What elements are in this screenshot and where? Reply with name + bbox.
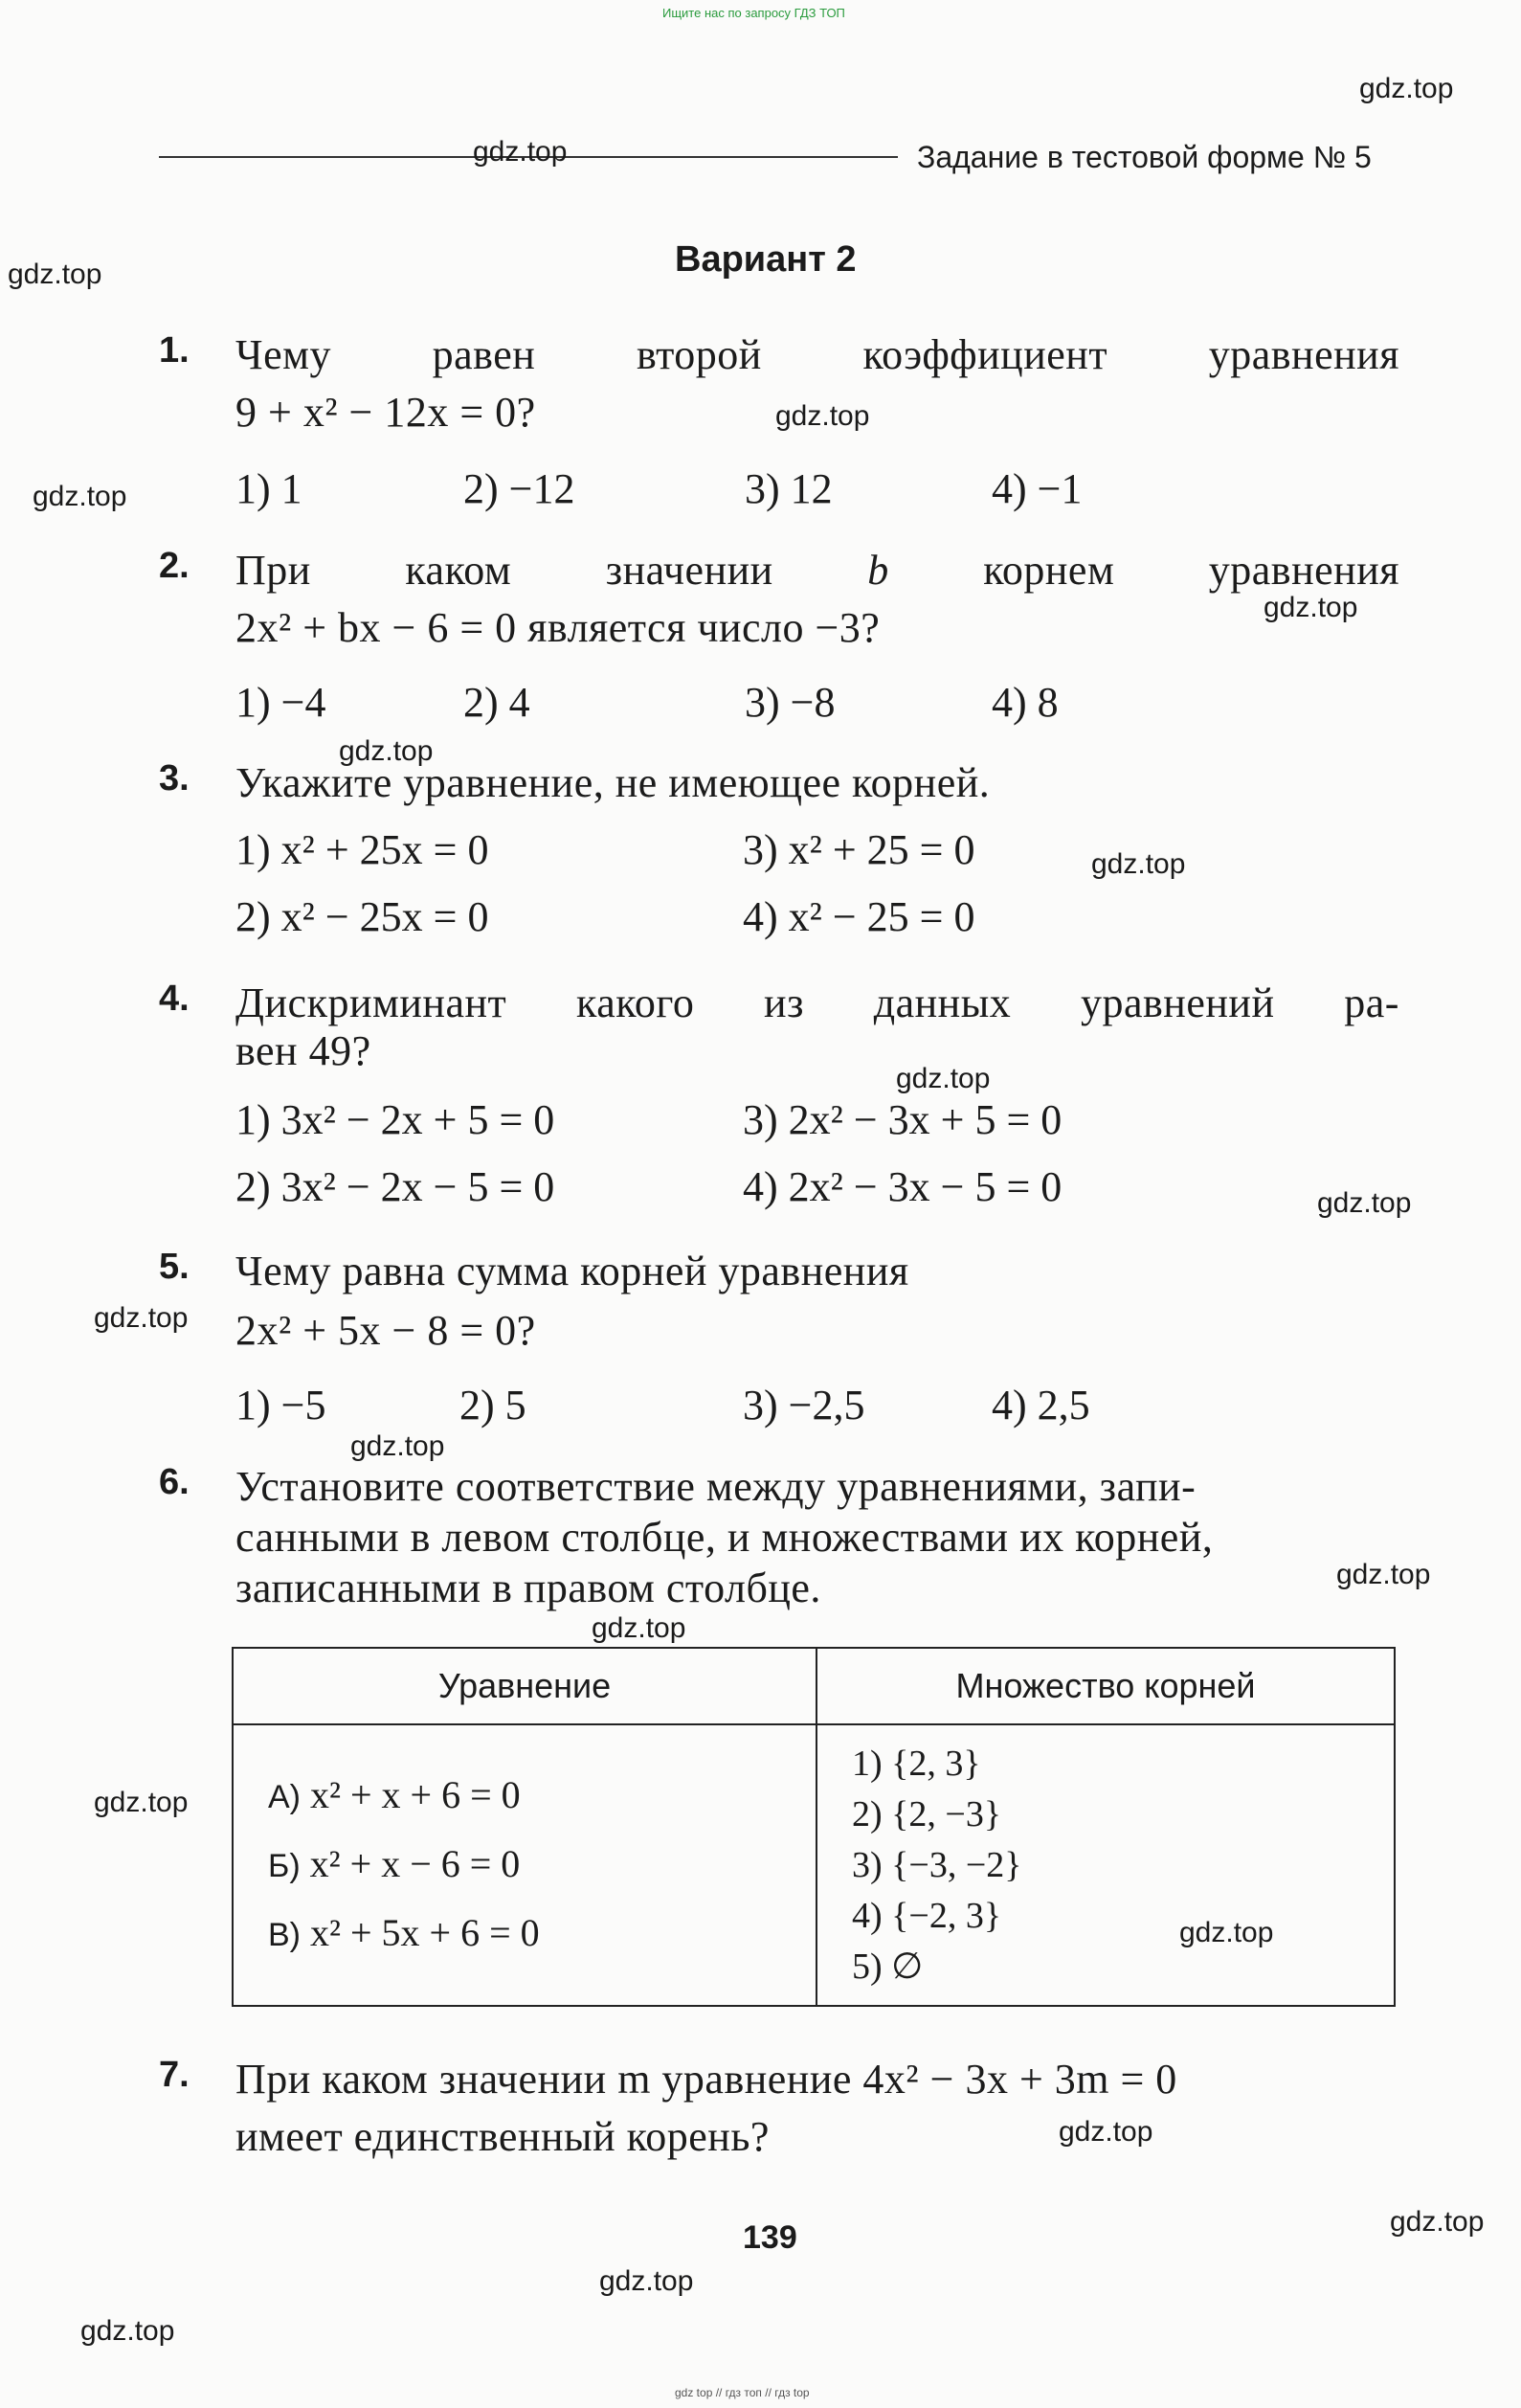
watermark: gdz.top — [94, 1787, 189, 1818]
root-set: 1) {2, 3} — [852, 1743, 981, 1784]
watermark: gdz.top — [1390, 2206, 1485, 2238]
question-5-number: 5. — [159, 1247, 190, 1287]
equation: x² + x − 6 = 0 — [309, 1842, 521, 1885]
watermark: gdz.top — [339, 735, 434, 767]
column-header-roots: Множество корней — [816, 1648, 1395, 1724]
q4-word: какого — [575, 979, 695, 1026]
q4-answer-4: 4) 2x² − 3x − 5 = 0 — [743, 1163, 1062, 1210]
matching-table — [232, 1647, 1396, 2007]
q4-word: Дискриминант — [235, 979, 507, 1026]
q1-answer-3: 3) 12 — [745, 465, 833, 512]
equation-label: В) — [268, 1917, 301, 1953]
equations-cell — [233, 1724, 816, 2006]
watermark: gdz.top — [94, 1302, 189, 1334]
watermark: gdz.top — [1264, 592, 1358, 623]
equation: x² + x + 6 = 0 — [310, 1773, 521, 1816]
question-1-number: 1. — [159, 330, 190, 371]
variant-title: Вариант 2 — [675, 239, 857, 280]
watermark: gdz.top — [80, 2315, 175, 2347]
watermark: gdz.top — [1179, 1917, 1274, 1948]
question-7-number: 7. — [159, 2055, 190, 2095]
question-1-line-1 — [235, 330, 1399, 379]
question-1-line-2: 9 + x² − 12x = 0? — [235, 389, 536, 436]
root-set: 4) {−2, 3} — [852, 1895, 1002, 1936]
q1-answer-4: 4) −1 — [992, 465, 1083, 512]
q1-word: уравнения — [1208, 331, 1399, 378]
q2-answer-4: 4) 8 — [992, 679, 1059, 726]
question-6-line-2: санными в левом столбце, и множествами их корней, — [235, 1514, 1214, 1561]
question-7-line-1: При каком значении m уравнение 4x² − 3x + 3m = 0 — [235, 2056, 1177, 2103]
q5-answer-4: 4) 2,5 — [992, 1382, 1090, 1429]
equation: x² + 5x + 6 = 0 — [310, 1911, 540, 1954]
q2-word: При — [235, 547, 311, 594]
root-set: 5) ∅ — [852, 1946, 924, 1987]
question-3-text: Укажите уравнение, не имеющее корней. — [235, 759, 991, 806]
watermark: gdz.top — [8, 259, 102, 290]
q2-word: каком — [405, 547, 512, 594]
section-title: Задание в тестовой форме № 5 — [917, 140, 1372, 174]
q1-word: второй — [636, 331, 762, 378]
q2-word: b — [867, 547, 889, 594]
question-2-number: 2. — [159, 546, 190, 586]
q3-answer-3: 3) x² + 25 = 0 — [743, 826, 975, 873]
q1-word: равен — [432, 331, 536, 378]
q1-word: коэффициент — [862, 331, 1108, 378]
q5-answer-1: 1) −5 — [235, 1382, 326, 1429]
equation-label: А) — [268, 1779, 301, 1815]
q2-word: значении — [605, 547, 773, 594]
q4-word: ра- — [1344, 979, 1399, 1026]
q2-word: уравнения — [1208, 547, 1399, 594]
q5-answer-2: 2) 5 — [459, 1382, 526, 1429]
bottom-note: gdz top // гдз топ // гдз top — [675, 2386, 810, 2399]
question-6-number: 6. — [159, 1462, 190, 1502]
question-4-line-2: вен 49? — [235, 1027, 371, 1074]
question-2-line-1 — [235, 546, 1399, 595]
q3-answer-2: 2) x² − 25x = 0 — [235, 893, 489, 940]
q1-answer-2: 2) −12 — [463, 465, 575, 512]
q2-answer-1: 1) −4 — [235, 679, 326, 726]
q4-answer-1: 1) 3x² − 2x + 5 = 0 — [235, 1096, 555, 1143]
watermark: gdz.top — [775, 400, 870, 432]
question-6-line-3: записанными в правом столбце. — [235, 1564, 821, 1611]
q4-answer-3: 3) 2x² − 3x + 5 = 0 — [743, 1096, 1062, 1143]
watermark: gdz.top — [1336, 1559, 1431, 1590]
watermark: gdz.top — [599, 2265, 694, 2297]
q3-answer-1: 1) x² + 25x = 0 — [235, 826, 489, 873]
watermark: gdz.top — [592, 1612, 686, 1644]
q2-answer-3: 3) −8 — [745, 679, 836, 726]
root-set: 2) {2, −3} — [852, 1793, 1002, 1834]
q5-answer-3: 3) −2,5 — [743, 1382, 865, 1429]
q4-answer-2: 2) 3x² − 2x − 5 = 0 — [235, 1163, 555, 1210]
question-7-line-2: имеет единственный корень? — [235, 2113, 770, 2160]
watermark: gdz.top — [1091, 848, 1186, 880]
root-set: 3) {−3, −2} — [852, 1844, 1022, 1885]
watermark: gdz.top — [350, 1430, 445, 1462]
q4-word: уравнений — [1081, 979, 1275, 1026]
equation-row — [268, 1762, 816, 1831]
top-search-note: Ищите нас по запросу ГДЗ ТОП — [662, 6, 845, 20]
q2-word: корнем — [983, 547, 1115, 594]
equation-label: Б) — [268, 1848, 301, 1884]
watermark: gdz.top — [1359, 73, 1454, 104]
watermark: gdz.top — [1317, 1187, 1412, 1219]
q4-word: данных — [873, 979, 1012, 1026]
equation-row — [268, 1831, 816, 1900]
roots-cell — [816, 1724, 1395, 2006]
question-2-line-2: 2x² + bx − 6 = 0 является число −3? — [235, 604, 881, 651]
question-3-number: 3. — [159, 758, 190, 799]
q1-answer-1: 1) 1 — [235, 465, 302, 512]
watermark: gdz.top — [896, 1063, 991, 1094]
question-4-number: 4. — [159, 979, 190, 1019]
watermark: gdz.top — [33, 481, 127, 512]
question-4-line-1 — [235, 979, 1399, 1027]
q1-word: Чему — [235, 331, 331, 378]
question-5-line-2: 2x² + 5x − 8 = 0? — [235, 1307, 536, 1354]
q2-answer-2: 2) 4 — [463, 679, 530, 726]
page-number: 139 — [743, 2219, 797, 2256]
equation-row — [268, 1900, 816, 1969]
watermark: gdz.top — [473, 136, 568, 168]
q3-answer-4: 4) x² − 25 = 0 — [743, 893, 975, 940]
q4-word: из — [764, 979, 804, 1026]
question-5-line-1: Чему равна сумма корней уравнения — [235, 1248, 909, 1294]
watermark: gdz.top — [1059, 2116, 1153, 2148]
column-header-equation: Уравнение — [233, 1648, 816, 1724]
question-6-line-1: Установите соответствие между уравнениями, запи- — [235, 1463, 1197, 1510]
